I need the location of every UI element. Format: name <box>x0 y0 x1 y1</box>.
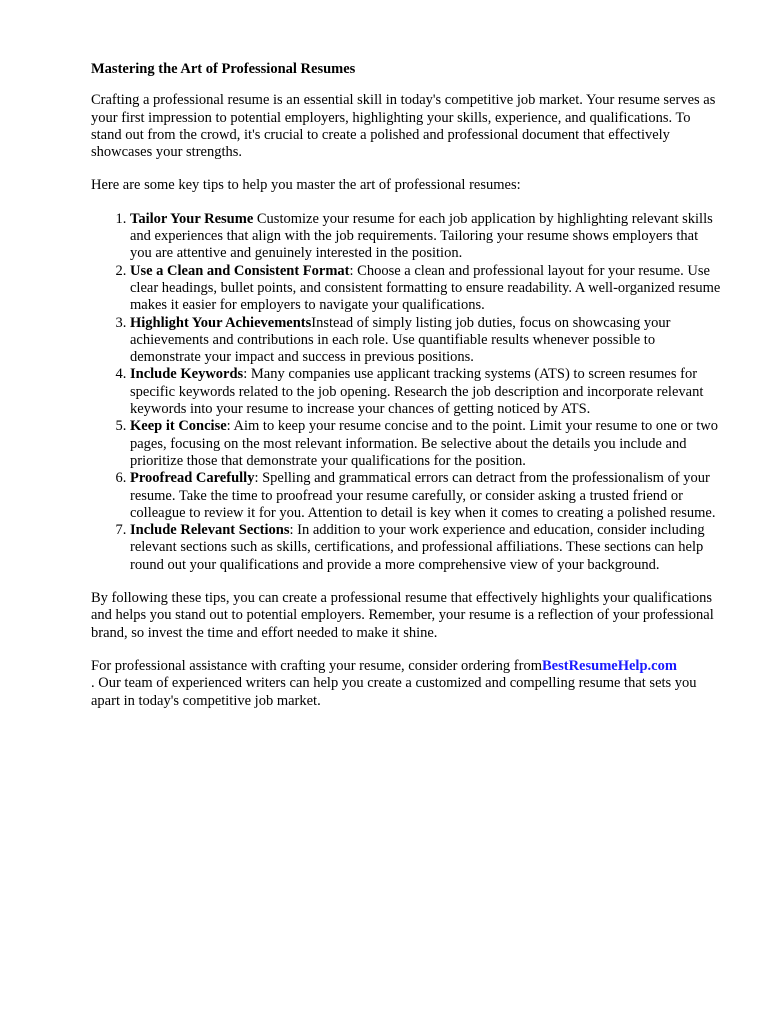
conclusion-paragraph: By following these tips, you can create a professional resume that effectively highlights your qualifications and helps you stand out to potential employers. Remember, your resume is a reflection of your professional brand, so invest the time and effort needed to make it shine. <box>91 590 714 641</box>
closing-text-after-link: . Our team of experienced writers can help you create a customized and compelling resume that sets you apart in today's competitive job market. <box>91 675 697 709</box>
tip-separator: : <box>349 262 358 279</box>
tip-separator: : <box>254 470 263 487</box>
tip-item <box>130 263 723 315</box>
tips-list <box>91 211 723 574</box>
tip-body: Spelling and grammatical errors can detract from the professionalism of your resume. Take the time to proofread your resume carefully, or consider asking a trusted friend or colleague to review it for you. Attention to detail is key when it comes to creating a polished resume. <box>130 470 716 521</box>
tip-title: Tailor Your Resume <box>130 210 254 227</box>
tip-item <box>130 522 723 574</box>
tip-body: Many companies use applicant tracking systems (ATS) to screen resumes for specific keywords related to the job opening. Research the job description and incorporate relevant keywords into your resume to increase your chances of getting noticed by ATS. <box>130 366 704 418</box>
tip-body: Instead of simply listing job duties, focus on showcasing your achievements and contributions in each role. Use quantifiable results whenever possible to demonstrate your impact and success in previous positions. <box>130 314 671 366</box>
tip-body: Aim to keep your resume concise and to the point. Limit your resume to one or two pages, focusing on the most relevant information. Be selective about the details you include and prioritize those that demonstrate your qualifications for the position. <box>130 418 718 469</box>
document-page <box>91 61 723 726</box>
tip-separator: : <box>243 366 251 383</box>
tip-item <box>130 470 723 522</box>
tip-title: Use a Clean and Consistent Format <box>130 262 350 279</box>
tip-body: In addition to your work experience and education, consider including relevant sections such as skills, certifications, and professional affiliations. These sections can help round out your qualifications and provide a more comprehensive view of your background. <box>130 522 705 573</box>
best-resume-help-link[interactable]: BestResumeHelp.com <box>542 657 677 674</box>
intro-paragraph: Crafting a professional resume is an essential skill in today's competitive job market. Your resume serves as your first impression to potential employers, highlighting your skills, experience, and qualifications. To stand out from the crowd, it's crucial to create a polished and professional document that effectively showcases your strengths. <box>91 92 716 161</box>
tip-item <box>130 315 723 367</box>
tip-title: Proofread Carefully <box>130 470 255 487</box>
tip-title: Keep it Concise <box>130 418 227 435</box>
tip-title: Include Relevant Sections <box>130 522 290 539</box>
tip-separator: : <box>289 522 298 539</box>
tip-title: Include Keywords <box>130 366 244 383</box>
tip-item <box>130 211 723 263</box>
tip-body: Customize your resume for each job application by highlighting relevant skills and experiences that align with the job requirements. Tailoring your resume shows employers that you are attentive and genuinely interested in the position. <box>130 210 713 262</box>
tip-body: Choose a clean and professional layout for your resume. Use clear headings, bullet points, and consistent formatting to ensure readability. A well-organized resume makes it easier for employers to navigate your qualifications. <box>130 262 721 314</box>
tips-intro-paragraph: Here are some key tips to help you master the art of professional resumes: <box>91 177 521 194</box>
document-title: Mastering the Art of Professional Resumes <box>91 61 356 77</box>
tip-separator: : <box>226 418 234 435</box>
closing-text-before-link: For professional assistance with crafting your resume, consider ordering from <box>91 657 542 674</box>
closing-paragraph <box>91 658 723 710</box>
tip-title: Highlight Your Achievements <box>130 314 312 331</box>
tip-item <box>130 418 723 470</box>
tip-item <box>130 366 723 418</box>
